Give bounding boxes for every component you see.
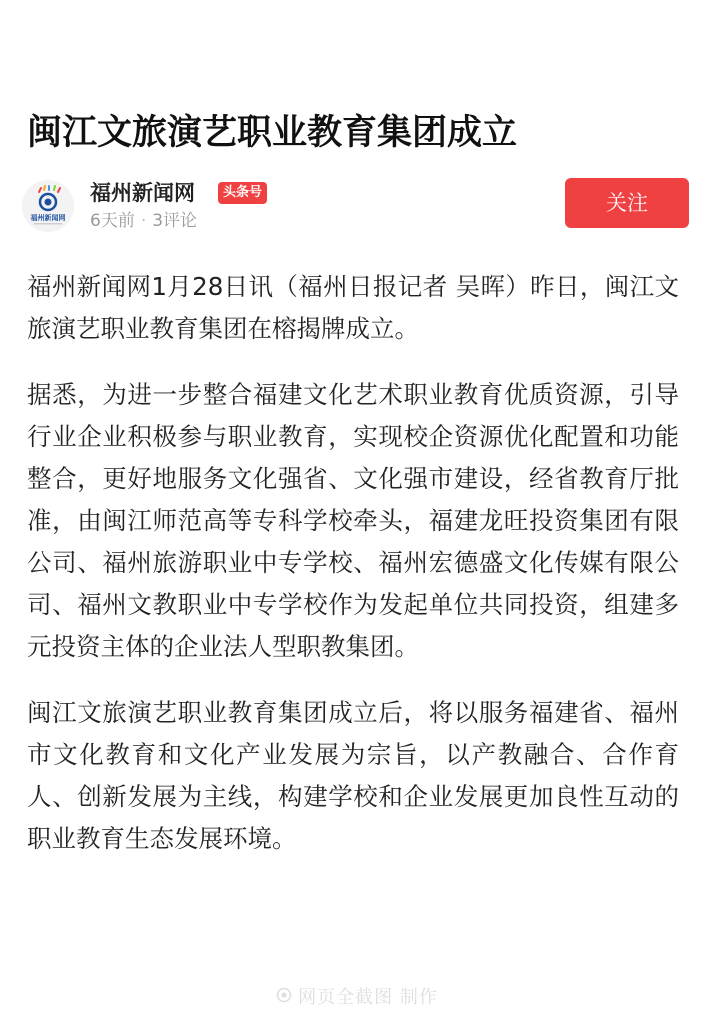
camera-icon: [276, 984, 292, 1012]
comment-count[interactable]: 3评论: [152, 211, 198, 231]
article-body: [27, 266, 679, 884]
toutiao-badge: 头条号: [218, 182, 267, 204]
watermark-text: 网页全截图 制作: [298, 987, 438, 1008]
article-paragraph: 福州新闻网1月28日讯（福州日报记者 吴晖）昨日，闽江文旅演艺职业教育集团在榕揭牌成立。: [27, 272, 679, 343]
article-title: 闽江文旅演艺职业教育集团成立: [27, 113, 518, 153]
article-meta: [90, 208, 197, 234]
fuzhou-news-logo-icon: [22, 180, 74, 232]
article-paragraph: 据悉，为进一步整合福建文化艺术职业教育优质资源，引导行业企业积极参与职业教育，实现校企资源优化配置和功能整合，更好地服务文化强省、文化强市建设，经省教育厅批准，由闽江师范高等专科学校牵头，福建龙旺投资集团有限公司、福州旅游职业中专学校、福州宏德盛文化传媒有限公司、福州文教职业中专学校作为发起单位共同投资，组建多元投资主体的企业法人型职教集团。: [27, 380, 679, 661]
meta-separator: ·: [140, 211, 147, 231]
publish-time: 6天前: [90, 211, 135, 231]
avatar-logo-text: 福州新闻网: [30, 214, 66, 222]
author-name[interactable]: 福州新闻网: [90, 181, 195, 205]
screenshot-watermark: [0, 984, 714, 1012]
author-avatar[interactable]: [22, 180, 74, 232]
article-paragraph: 闽江文旅演艺职业教育集团成立后，将以服务福建省、福州市文化教育和文化产业发展为宗旨，以产教融合、合作育人、创新发展为主线，构建学校和企业发展更加良性互动的职业教育生态发展环境。: [27, 698, 679, 853]
author-bar: [22, 176, 692, 236]
follow-button[interactable]: 关注: [565, 178, 689, 228]
